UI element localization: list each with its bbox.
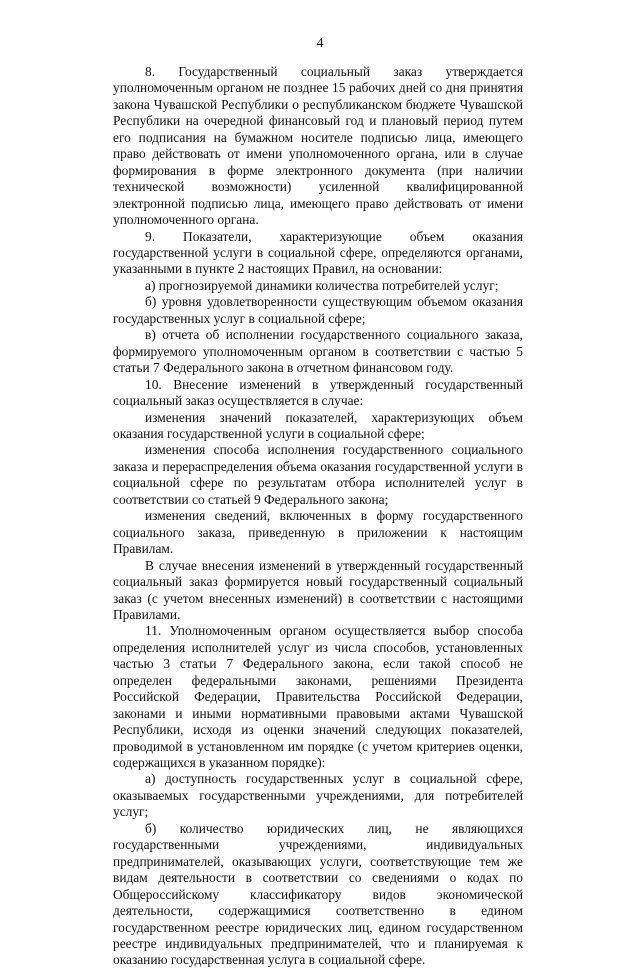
paragraph-10-item-2: изменения способа исполнения государственного социального заказа и перераспределения объема оказания государственной услуги в социальной сфере по результатам отбора исполнителей услуг в соответствии со статьей 9 Федерального закона; [113, 442, 523, 507]
paragraph-11-a: а) доступность государственных услуг в социальной сфере, оказываемых государственными учреждениями, для потребителей услуг; [113, 771, 523, 820]
paragraph-10-note: В случае внесения изменений в утвержденный государственный социальный заказ формируется новый государственный социальный заказ (с учетом внесенных изменений) в соответствии с настоящими Правилами. [113, 557, 523, 622]
paragraph-11: 11. Уполномоченным органом осуществляется выбор способа определения исполнителей услуг из числа способов, установленных частью 3 статьи 7 Федерального закона, если такой способ не определен федеральными законами, решениями Президента Российской Федерации, Правительства Российской Федерации, законами и иными нормативными правовыми актами Чувашской Республики, исходя из оценки значений следующих показателей, проводимой в установленном им порядке (с учетом критериев оценки, содержащихся в указанном порядке): [113, 623, 523, 771]
paragraph-8: 8. Государственный социальный заказ утверждается уполномоченным органом не позднее 15 рабочих дней со дня принятия закона Чувашской Республики о республиканском бюджете Чувашской Республики на очередной финансовый год и плановый период путем его подписания на бумажном носителе подписью лица, имеющего право действовать от имени уполномоченного органа, или в случае формирования в форме электронного документа (при наличии технической возможности) усиленной квалифицированной электронной подписью лица, имеющего право действовать от имени уполномоченного органа. [113, 64, 523, 228]
document-body [113, 64, 523, 969]
paragraph-9: 9. Показатели, характеризующие объем оказания государственной услуги в социальной сфере, определяются органами, указанными в пункте 2 настоящих Правил, на основании: [113, 228, 523, 277]
paragraph-11-b: б) количество юридических лиц, не являющихся государственными учреждениями, индивидуальных предпринимателей, оказывающих услуги, соответствующие тем же видам деятельности в соответствии со сведениями о кодах по Общероссийскому классификатору видов экономической деятельности, содержащимися соответственно в едином государственном реестре юридических лиц, едином государственном реестре индивидуальных предпринимателей, что и планируемая к оказанию государственная услуга в социальной сфере. [113, 820, 523, 968]
page-number: 4 [316, 36, 324, 51]
paragraph-9-b: б) уровня удовлетворенности существующим объемом оказания государственных услуг в социальной сфере; [113, 294, 523, 326]
paragraph-10: 10. Внесение изменений в утвержденный государственный социальный заказ осуществляется в случае: [113, 376, 523, 409]
paragraph-9-a: а) прогнозируемой динамики количества потребителей услуг; [145, 277, 499, 293]
paragraph-9-v: в) отчета об исполнении государственного социального заказа, формируемого уполномоченным органом в соответствии с частью 5 статьи 7 Федерального закона в отчетном финансовом году. [113, 327, 523, 376]
paragraph-10-item-1: изменения значений показателей, характеризующих объем оказания государственной услуги в социальной сфере; [113, 409, 523, 441]
paragraph-10-item-3: изменения сведений, включенных в форму государственного социального заказа, приведенную в приложении к настоящим Правилам. [113, 508, 523, 557]
